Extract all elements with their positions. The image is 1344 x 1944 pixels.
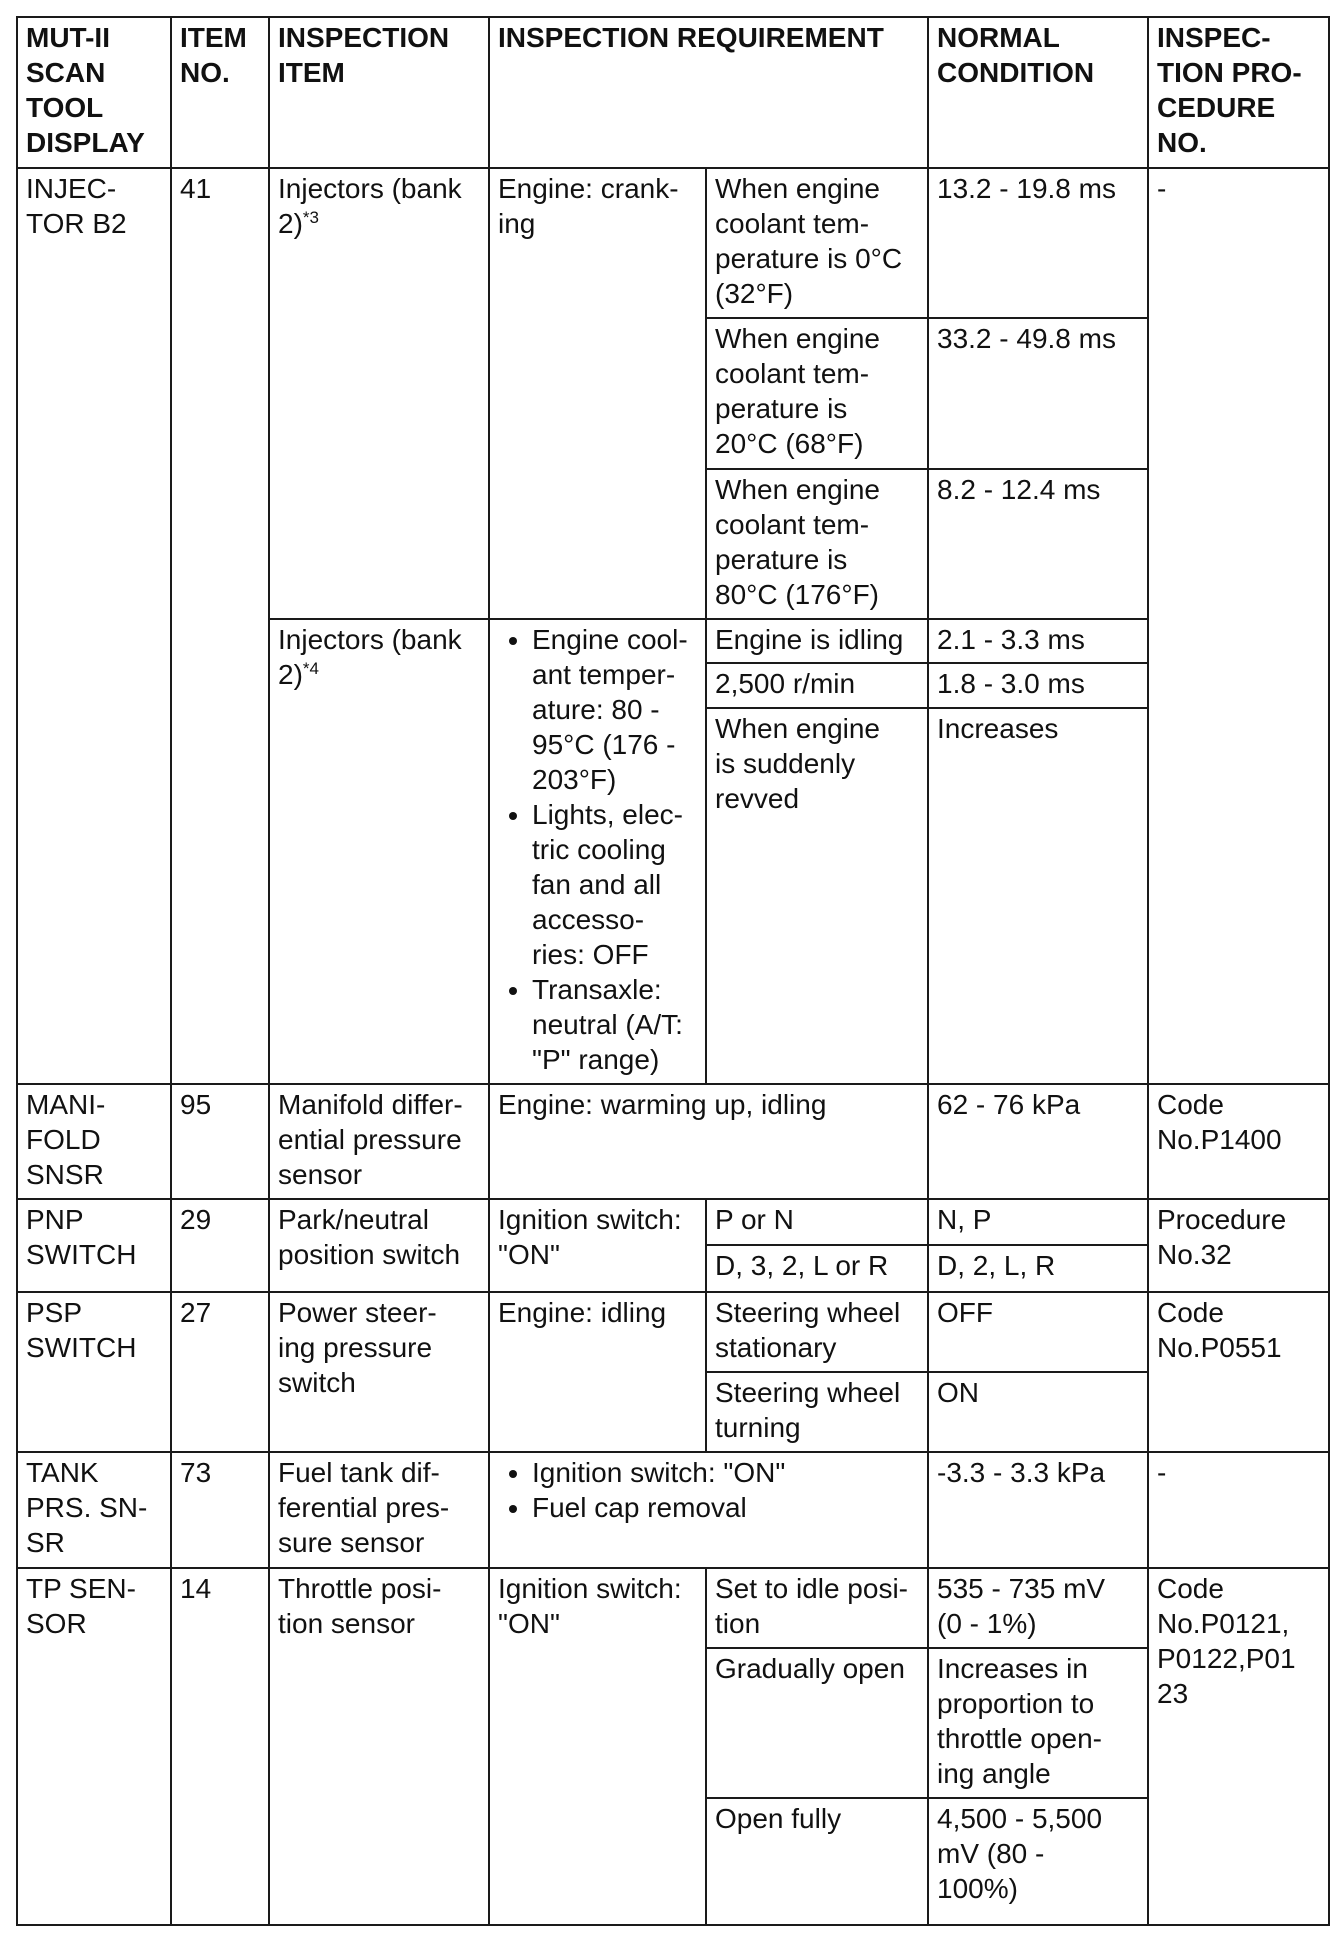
table-row (17, 168, 1329, 319)
cond-gradually-open: Gradually open (706, 1648, 928, 1799)
procedure-tank: - (1148, 1452, 1329, 1567)
item-fuel-tank-sensor: Fuel tank dif- ferential pres- sure sensor (269, 1452, 489, 1567)
cond-p-or-n: P or N (706, 1199, 928, 1245)
req-ignition-on-tp: Ignition switch: "ON" (489, 1568, 706, 1925)
normal-d-2-l-r: D, 2, L, R (928, 1245, 1148, 1291)
table-row (17, 1452, 1329, 1567)
item-manifold-sensor: Manifold differ- ential pressure sensor (269, 1084, 489, 1199)
cond-idle-position: Set to idle posi- tion (706, 1568, 928, 1648)
cond-coolant-0c: When engine coolant tem- perature is 0°C (32°F) (706, 168, 928, 319)
cond-suddenly-revved: When engine is suddenly revved (706, 708, 928, 1084)
cond-d-3-2-l-r: D, 3, 2, L or R (706, 1245, 928, 1291)
item-injectors-bank2-running: Injectors (bank 2)$^{*4}$ (269, 619, 489, 1084)
req-bullet: • Fuel cap removal (532, 1490, 919, 1525)
req-bullet: • Ignition switch: "ON" (532, 1455, 919, 1490)
header-inspection-requirement: INSPECTION REQUIREMENT (489, 17, 928, 168)
cond-coolant-20c: When engine coolant tem- perature is 20°C (68°F) (706, 318, 928, 469)
normal-13-2-ms: 13.2 - 19.8 ms (928, 168, 1148, 319)
header-item-no: ITEM NO. (171, 17, 269, 168)
normal-n-p: N, P (928, 1199, 1148, 1245)
normal-8-2-ms: 8.2 - 12.4 ms (928, 469, 1148, 620)
procedure-p0551: Code No.P0551 (1148, 1292, 1329, 1453)
item-no-73: 73 (171, 1452, 269, 1567)
item-no-41: 41 (171, 168, 269, 1084)
table-row (17, 1568, 1329, 1648)
header-scan-tool-display: MUT-II SCAN TOOL DISPLAY (17, 17, 171, 168)
table-row (17, 1084, 1329, 1199)
procedure-injector: - (1148, 168, 1329, 1084)
item-no-95: 95 (171, 1084, 269, 1199)
req-engine-idling: Engine: idling (489, 1292, 706, 1453)
item-no-27: 27 (171, 1292, 269, 1453)
req-ignition-on: Ignition switch: "ON" (489, 1199, 706, 1291)
normal-2-1-ms: 2.1 - 3.3 ms (928, 619, 1148, 663)
normal-62-76-kpa: 62 - 76 kPa (928, 1084, 1148, 1199)
header-normal-condition: NORMAL CONDITION (928, 17, 1148, 168)
normal-tank-kpa: -3.3 - 3.3 kPa (928, 1452, 1148, 1567)
item-injectors-bank2-cranking: Injectors (bank 2)$^{*3}$ (269, 168, 489, 620)
item-no-14: 14 (171, 1568, 269, 1925)
req-bullet: • Transaxle: neutral (A/T: "P" range) (532, 972, 697, 1077)
procedure-p0121-p0123: Code No.P0121, P0122,P01 23 (1148, 1568, 1329, 1925)
procedure-no-32: Procedure No.32 (1148, 1199, 1329, 1291)
cond-coolant-80c: When engine coolant tem- perature is 80°C (176°F) (706, 469, 928, 620)
normal-1-8-ms: 1.8 - 3.0 ms (928, 663, 1148, 707)
cond-steering-turning: Steering wheel turning (706, 1372, 928, 1452)
procedure-p1400: Code No.P1400 (1148, 1084, 1329, 1199)
req-bullet: • Engine cool- ant temper- ature: 80 - 95°C (176 - 203°F) (532, 622, 697, 797)
header-inspection-item: INSPECTION ITEM (269, 17, 489, 168)
item-no-29: 29 (171, 1199, 269, 1291)
req-engine-cranking: Engine: crank- ing (489, 168, 706, 620)
cond-engine-idling: Engine is idling (706, 619, 928, 663)
cond-open-fully: Open fully (706, 1798, 928, 1925)
display-psp-switch: PSP SWITCH (17, 1292, 171, 1453)
req-warming-up-idling: Engine: warming up, idling (489, 1084, 928, 1199)
req-bullet: • Lights, elec- tric cooling fan and all accesso- ries: OFF (532, 797, 697, 972)
table-row (17, 1292, 1329, 1372)
cond-2500-rpm: 2,500 r/min (706, 663, 928, 707)
display-tank-prs-snsr: TANK PRS. SN- SR (17, 1452, 171, 1567)
normal-33-2-ms: 33.2 - 49.8 ms (928, 318, 1148, 469)
normal-535-735-mv: 535 - 735 mV (0 - 1%) (928, 1568, 1148, 1648)
item-park-neutral-switch: Park/neutral position switch (269, 1199, 489, 1291)
header-procedure-no: INSPEC- TION PRO- CEDURE NO. (1148, 17, 1329, 168)
normal-on: ON (928, 1372, 1148, 1452)
item-power-steering-switch: Power steer- ing pressure switch (269, 1292, 489, 1453)
display-tp-sensor: TP SEN- SOR (17, 1568, 171, 1925)
normal-4500-5500-mv: 4,500 - 5,500 mV (80 - 100%) (928, 1798, 1148, 1925)
header-row (17, 17, 1329, 168)
req-warm-engine-bullets (489, 619, 706, 1084)
table-row (17, 1199, 1329, 1245)
display-manifold-snsr: MANI- FOLD SNSR (17, 1084, 171, 1199)
req-tank-bullets (489, 1452, 928, 1567)
normal-increases-proportion: Increases in proportion to throttle open- ing angle (928, 1648, 1148, 1799)
normal-increases: Increases (928, 708, 1148, 1084)
inspection-table (16, 16, 1330, 1926)
cond-steering-stationary: Steering wheel stationary (706, 1292, 928, 1372)
item-throttle-position-sensor: Throttle posi- tion sensor (269, 1568, 489, 1925)
display-pnp-switch: PNP SWITCH (17, 1199, 171, 1291)
display-injector-b2: INJEC- TOR B2 (17, 168, 171, 1084)
normal-off: OFF (928, 1292, 1148, 1372)
